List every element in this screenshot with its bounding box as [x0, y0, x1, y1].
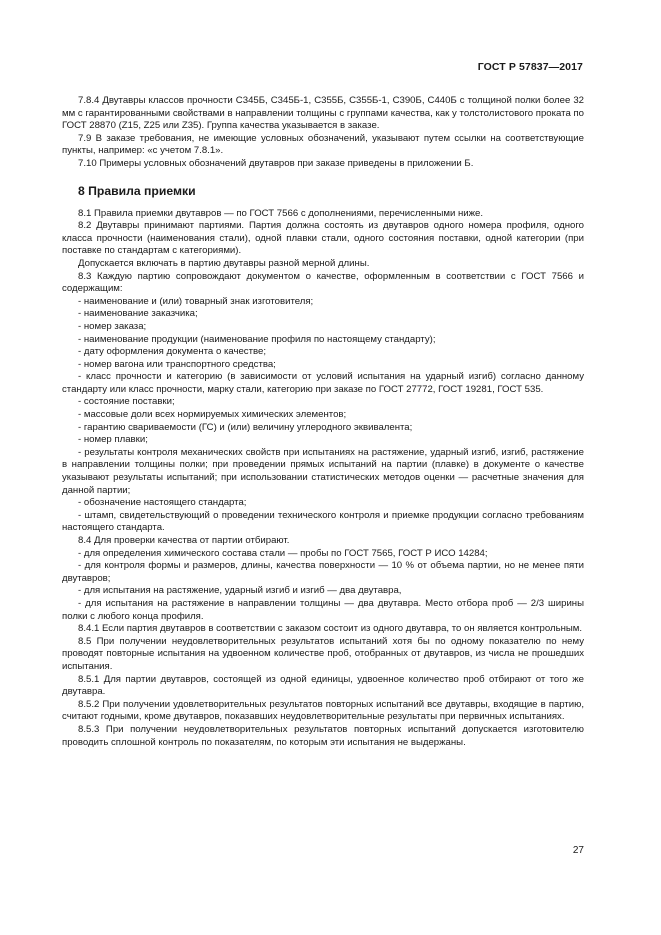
document-body: [62, 95, 584, 749]
paragraph-7-9: 7.9 В заказе требования, не имеющие условных обозначений, указывают путем ссылки на соответствующие пункты, например: «с учетом 7.8.1».: [62, 132, 584, 157]
paragraph-8-2: 8.2 Двутавры принимают партиями. Партия должна состоять из двутавров одного номера профиля, одного класса прочности (наименования стали), одной плавки стали, одного состояния поставки, одной категории (при поставке по стандартам с категориями).: [62, 220, 584, 257]
list-item: - гарантию свариваемости (ГС) и (или) величину углеродного эквивалента;: [78, 421, 413, 433]
list-item: - номер вагона или транспортного средства;: [78, 358, 276, 370]
list-item: - для контроля формы и размеров, длины, качества поверхности — 10 % от объема партии, но не менее пяти двутавров;: [62, 560, 584, 584]
list-item: - наименование заказчика;: [78, 308, 198, 320]
list-item: - класс прочности и категорию (в зависимости от условий испытания на ударный изгиб) согласно данному стандарту или класс прочности, марку стали, категорию при заказе по ГОСТ 27772, ГОСТ 19281, ГОСТ 535.: [62, 371, 584, 395]
section-8-title: 8 Правила приемки: [78, 183, 196, 198]
list-item: - номер плавки;: [78, 434, 148, 446]
paragraph-8-4-1: 8.4.1 Если партия двутавров в соответствии с заказом состоит из одного двутавра, то он является контрольным.: [78, 623, 583, 635]
paragraph-8-1: 8.1 Правила приемки двутавров — по ГОСТ 7566 с дополнениями, перечисленными ниже.: [78, 207, 484, 219]
list-item: - наименование и (или) товарный знак изготовителя;: [78, 295, 314, 307]
paragraph-8-2-note: Допускается включать в партию двутавры разной мерной длины.: [78, 257, 370, 269]
paragraph-7-10: 7.10 Примеры условных обозначений двутавров при заказе приведены в приложении Б.: [78, 157, 474, 169]
paragraph-8-3: 8.3 Каждую партию сопровождают документом о качестве, оформленным в соответствии с ГОСТ 7566 и содержащим:: [62, 270, 584, 295]
document-header: ГОСТ Р 57837—2017: [477, 61, 583, 73]
paragraph-8-5-3: 8.5.3 При получении неудовлетворительных результатов повторных испытаний допускается изготовителю проводить сплошной контроль по показателям, по которым эти испытания не выдержаны.: [62, 723, 584, 748]
paragraph-7-8-4: 7.8.4 Двутавры классов прочности С345Б, С345Б-1, С355Б, С355Б-1, С390Б, С440Б с толщиной полки более 32 мм с гарантированными свойствами в направлении толщины с группами качества, как у толстолистового проката по ГОСТ 28870 (Z15, Z25 или Z35). Группа качества указывается в заказе.: [62, 95, 584, 132]
list-8-3: [62, 296, 584, 535]
list-item: - штамп, свидетельствующий о проведении технического контроля и приемке продукции согласно требованиям настоящего стандарта.: [62, 509, 584, 534]
paragraph-8-5: 8.5 При получении неудовлетворительных результатов испытаний хотя бы по одному показателю по нему проводят повторные испытания на удвоенном количестве проб, отобранных от двутавров, из числа не прошедших испытания.: [62, 635, 584, 672]
list-item: - состояние поставки;: [78, 396, 175, 408]
page-number: 27: [572, 845, 584, 856]
paragraph-8-4: 8.4 Для проверки качества от партии отбирают.: [78, 535, 290, 546]
list-item: - результаты контроля механических свойств при испытаниях на растяжение, ударный изгиб, изгиб, растяжение в направлении толщины полки; при проведении прямых испытаний на партии (плавке) в документе о качестве указывают результаты испытаний; при использовании статистических методов оценки — расчетные значения для данной партии;: [62, 446, 584, 496]
list-item: - наименование продукции (наименование профиля по настоящему стандарту);: [78, 333, 436, 345]
paragraph-8-5-2: 8.5.2 При получении удовлетворительных результатов повторных испытаний все двутавры, входящие в партию, считают годными, кроме двутавров, показавших неудовлетворительные результаты при первичных испытаниях.: [62, 698, 584, 723]
paragraph-8-5-1: 8.5.1 Для партии двутавров, состоящей из одной единицы, удвоенное количество проб отбирают от того же двутавра.: [62, 673, 584, 698]
list-item: - массовые доли всех нормируемых химических элементов;: [78, 409, 347, 421]
list-item: - для испытания на растяжение, ударный изгиб и изгиб — два двутавра,: [78, 585, 402, 597]
list-8-4: [62, 548, 584, 624]
list-item: - для определения химического состава стали — пробы по ГОСТ 7565, ГОСТ Р ИСО 14284;: [78, 547, 488, 559]
list-item: - дату оформления документа о качестве;: [78, 346, 266, 358]
list-item: - номер заказа;: [78, 320, 147, 332]
list-item: - обозначение настоящего стандарта;: [78, 497, 247, 509]
list-item: - для испытания на растяжение в направлении толщины — два двутавра. Место отбора проб — 2/3 ширины полки с любого конца профиля.: [62, 597, 584, 622]
